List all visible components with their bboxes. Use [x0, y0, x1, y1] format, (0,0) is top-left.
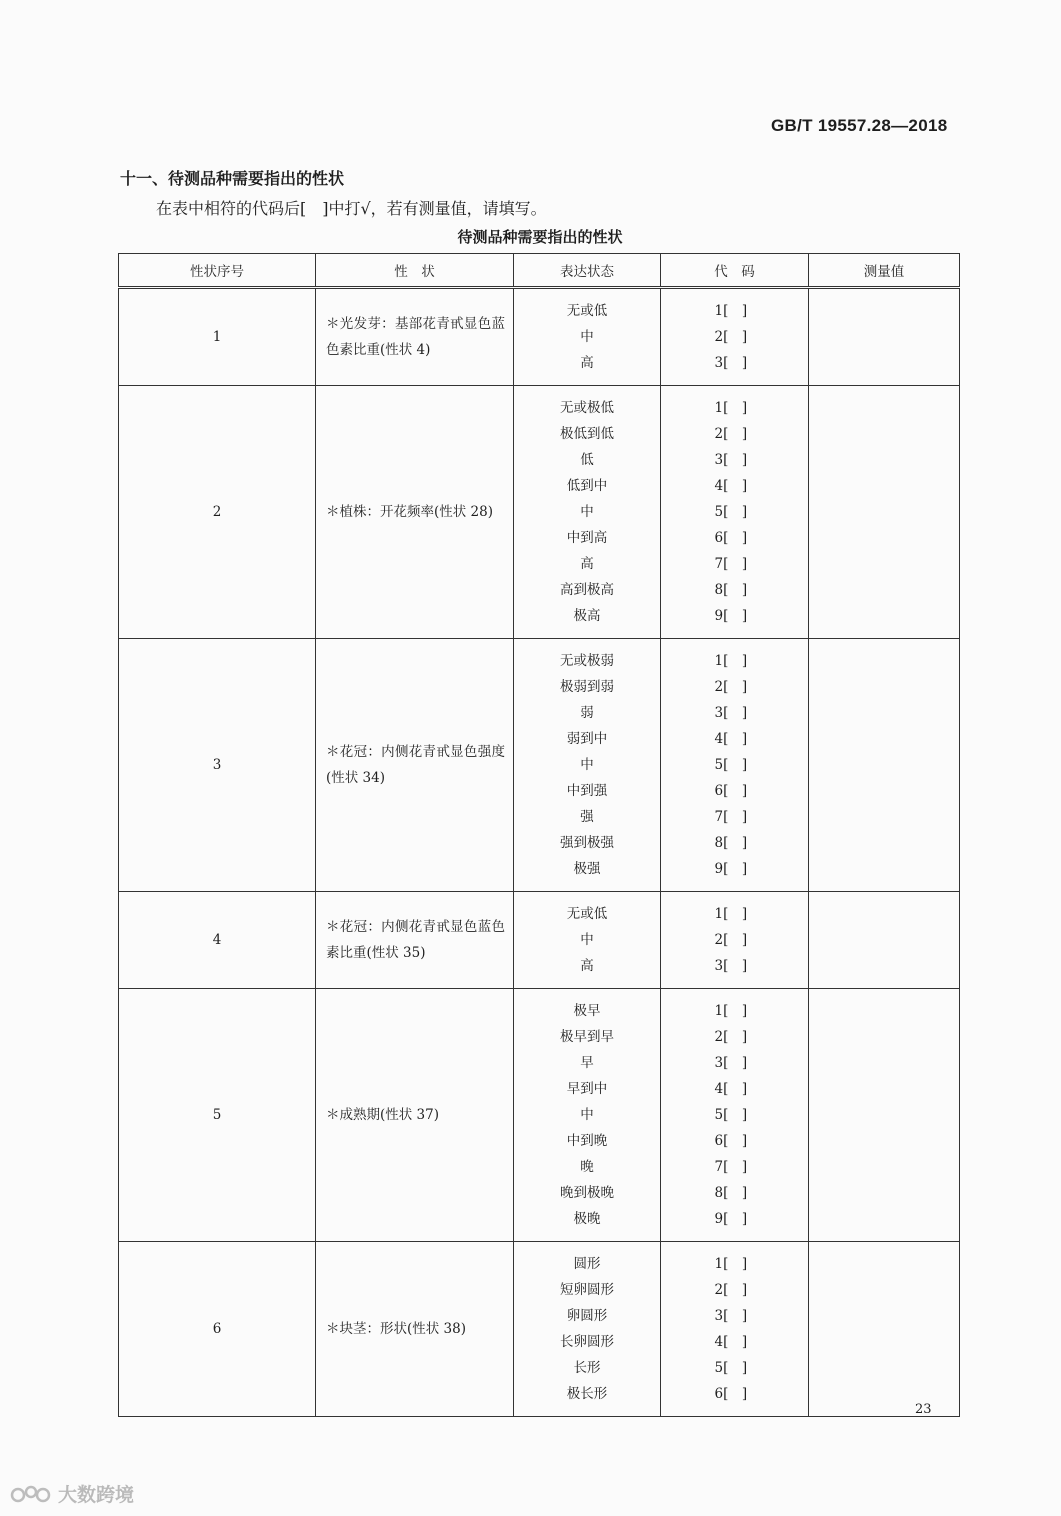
- expression-state: 短卵圆形: [560, 1282, 614, 1298]
- expression-state: 弱: [580, 705, 594, 721]
- code-checkbox[interactable]: 2[ ]: [714, 1029, 748, 1045]
- codes: [661, 386, 809, 639]
- expression-states: [514, 989, 661, 1242]
- trait-number: 3: [119, 639, 316, 892]
- expression-state: 中: [580, 1107, 594, 1123]
- expression-state: 中到高: [566, 530, 608, 546]
- code-checkbox[interactable]: 3[ ]: [714, 452, 748, 468]
- code-checkbox[interactable]: 3[ ]: [714, 1055, 748, 1071]
- expression-states: [514, 892, 661, 989]
- table-title: 待测品种需要指出的性状: [457, 228, 623, 246]
- code-checkbox[interactable]: 7[ ]: [714, 1159, 748, 1175]
- trait-number: 2: [119, 386, 316, 639]
- measured-value-cell[interactable]: [809, 386, 960, 639]
- column-header-trait: 性 状: [316, 254, 514, 288]
- section-heading: 十一、待测品种需要指出的性状: [120, 169, 345, 188]
- code-checkbox[interactable]: 1[ ]: [714, 1003, 748, 1019]
- trait-name: ＊光发芽：基部花青甙显色蓝色素比重(性状 4): [316, 288, 514, 386]
- code-checkbox[interactable]: 8[ ]: [714, 835, 748, 851]
- code-checkbox[interactable]: 1[ ]: [714, 1256, 748, 1272]
- expression-state: 低: [580, 452, 594, 468]
- code-checkbox[interactable]: 9[ ]: [714, 1211, 748, 1227]
- expression-state: 中到晚: [566, 1133, 608, 1149]
- code-checkbox[interactable]: 9[ ]: [714, 861, 748, 877]
- expression-state: 晚: [580, 1159, 594, 1175]
- code-checkbox[interactable]: 1[ ]: [714, 906, 748, 922]
- measured-value-cell[interactable]: [809, 892, 960, 989]
- code-checkbox[interactable]: 4[ ]: [714, 1081, 748, 1097]
- table-row: [119, 989, 960, 1242]
- code-checkbox[interactable]: 3[ ]: [714, 705, 748, 721]
- watermark-text: 大数跨境: [58, 1484, 135, 1506]
- expression-state: 早到中: [566, 1081, 608, 1097]
- table-row: [119, 639, 960, 892]
- expression-state: 高到极高: [560, 582, 614, 598]
- code-checkbox[interactable]: 3[ ]: [714, 1308, 748, 1324]
- code-checkbox[interactable]: 4[ ]: [714, 478, 748, 494]
- expression-state: 极强: [573, 861, 601, 877]
- expression-state: 极早到早: [560, 1029, 614, 1045]
- expression-state: 中到强: [566, 783, 608, 799]
- trait-name: ＊成熟期(性状 37): [316, 989, 514, 1242]
- expression-state: 早: [580, 1055, 594, 1071]
- expression-state: 极高: [573, 608, 601, 624]
- expression-state: 无或低: [566, 906, 608, 922]
- section-instruction: 在表中相符的代码后[ ]中打√，若有测量值，请填写。: [156, 199, 547, 218]
- trait-name: ＊植株：开花频率(性状 28): [316, 386, 514, 639]
- trait-number: 1: [119, 288, 316, 386]
- table-header-row: [119, 254, 960, 288]
- code-checkbox[interactable]: 7[ ]: [714, 809, 748, 825]
- expression-state: 强到极强: [560, 835, 614, 851]
- code-checkbox[interactable]: 2[ ]: [714, 932, 748, 948]
- expression-state: 极晚: [573, 1211, 601, 1227]
- column-header-number: 性状序号: [119, 254, 316, 288]
- code-checkbox[interactable]: 4[ ]: [714, 731, 748, 747]
- trait-name: ＊花冠：内侧花青甙显色强度(性状 34): [316, 639, 514, 892]
- codes: [661, 892, 809, 989]
- code-checkbox[interactable]: 1[ ]: [714, 653, 748, 669]
- expression-state: 极弱到弱: [560, 679, 614, 695]
- codes: [661, 288, 809, 386]
- code-checkbox[interactable]: 5[ ]: [714, 504, 748, 520]
- code-checkbox[interactable]: 6[ ]: [714, 1386, 748, 1402]
- code-checkbox[interactable]: 8[ ]: [714, 1185, 748, 1201]
- page-number: 23: [915, 1402, 932, 1417]
- expression-state: 强: [580, 809, 594, 825]
- code-checkbox[interactable]: 5[ ]: [714, 757, 748, 773]
- code-checkbox[interactable]: 5[ ]: [714, 1360, 748, 1376]
- measured-value-cell[interactable]: [809, 989, 960, 1242]
- expression-state: 中: [580, 757, 594, 773]
- code-checkbox[interactable]: 4[ ]: [714, 1334, 748, 1350]
- expression-state: 中: [580, 932, 594, 948]
- expression-state: 无或极低: [560, 400, 614, 416]
- code-checkbox[interactable]: 6[ ]: [714, 1133, 748, 1149]
- measured-value-cell[interactable]: [809, 639, 960, 892]
- code-checkbox[interactable]: 6[ ]: [714, 530, 748, 546]
- expression-state: 长卵圆形: [560, 1334, 614, 1350]
- expression-states: [514, 288, 661, 386]
- trait-name: ＊花冠：内侧花青甙显色蓝色素比重(性状 35): [316, 892, 514, 989]
- codes: [661, 639, 809, 892]
- expression-state: 长形: [573, 1360, 601, 1376]
- expression-state: 中: [580, 504, 594, 520]
- code-checkbox[interactable]: 2[ ]: [714, 679, 748, 695]
- expression-state: 圆形: [573, 1256, 601, 1272]
- standard-code: GB/T 19557.28—2018: [771, 116, 948, 135]
- trait-number: 6: [119, 1242, 316, 1417]
- expression-state: 中: [580, 329, 594, 345]
- traits-table: [118, 253, 960, 1417]
- expression-state: 极长形: [566, 1386, 608, 1402]
- expression-state: 高: [580, 958, 594, 974]
- measured-value-cell[interactable]: [809, 288, 960, 386]
- expression-state: 极低到低: [560, 426, 614, 442]
- expression-state: 晚到极晚: [560, 1185, 614, 1201]
- code-checkbox[interactable]: 2[ ]: [714, 329, 748, 345]
- column-header-code: 代 码: [661, 254, 809, 288]
- expression-state: 高: [580, 556, 594, 572]
- expression-states: [514, 639, 661, 892]
- table-row: [119, 1242, 960, 1417]
- code-checkbox[interactable]: 6[ ]: [714, 783, 748, 799]
- measured-value-cell[interactable]: [809, 1242, 960, 1417]
- expression-state: 极早: [573, 1003, 601, 1019]
- code-checkbox[interactable]: 2[ ]: [714, 1282, 748, 1298]
- code-checkbox[interactable]: 1[ ]: [714, 303, 748, 319]
- code-checkbox[interactable]: 1[ ]: [714, 400, 748, 416]
- codes: [661, 1242, 809, 1417]
- expression-state: 卵圆形: [566, 1308, 608, 1324]
- trait-number: 5: [119, 989, 316, 1242]
- table-row: [119, 386, 960, 639]
- table-row: [119, 892, 960, 989]
- expression-states: [514, 386, 661, 639]
- expression-state: 低到中: [566, 478, 608, 494]
- expression-state: 弱到中: [566, 731, 608, 747]
- trait-name: ＊块茎：形状(性状 38): [316, 1242, 514, 1417]
- expression-state: 高: [580, 355, 594, 371]
- column-header-state: 表达状态: [514, 254, 661, 288]
- watermark: [10, 1480, 134, 1507]
- codes: [661, 989, 809, 1242]
- code-checkbox[interactable]: 5[ ]: [714, 1107, 748, 1123]
- watermark-logo-icon: [10, 1483, 52, 1505]
- code-checkbox[interactable]: 3[ ]: [714, 355, 748, 371]
- table-row: [119, 288, 960, 386]
- expression-state: 无或极弱: [560, 653, 614, 669]
- code-checkbox[interactable]: 9[ ]: [714, 608, 748, 624]
- expression-states: [514, 1242, 661, 1417]
- expression-state: 无或低: [566, 303, 608, 319]
- trait-number: 4: [119, 892, 316, 989]
- column-header-measured: 测量值: [809, 254, 960, 288]
- code-checkbox[interactable]: 3[ ]: [714, 958, 748, 974]
- code-checkbox[interactable]: 2[ ]: [714, 426, 748, 442]
- code-checkbox[interactable]: 8[ ]: [714, 582, 748, 598]
- code-checkbox[interactable]: 7[ ]: [714, 556, 748, 572]
